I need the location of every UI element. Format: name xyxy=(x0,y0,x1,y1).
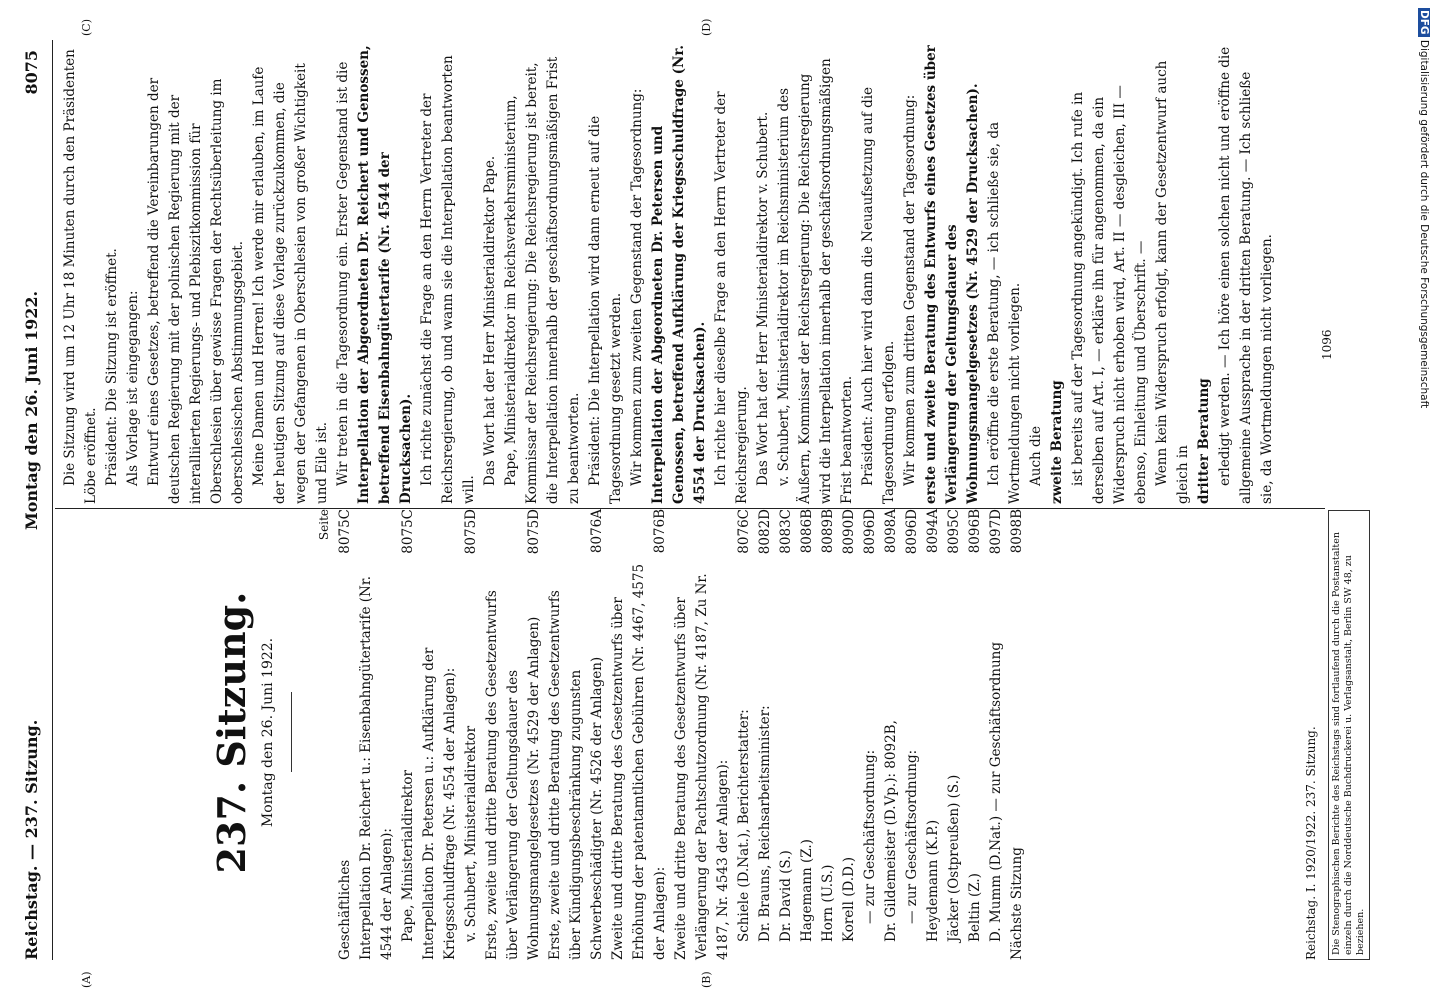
header-rule xyxy=(52,40,53,960)
body-paragraph: Ich eröffne die erste Beratung, — ich schließe sie, da Wortmeldungen nicht vorliegen. xyxy=(986,121,1023,504)
toc-entry xyxy=(944,505,965,960)
toc-entry-text: Interpellation Dr. Petersen u.: Aufklärung der Kriegsschuldfrage (Nr. 4554 der Anlagen): xyxy=(421,647,458,960)
toc-entry-text: Dr. Gildemeister (D.Vp.): 8092B, xyxy=(883,720,899,942)
toc-entry-page: 8095C xyxy=(946,509,962,554)
body-paragraph: dritter Beratung xyxy=(1196,378,1212,504)
toc-entry xyxy=(398,505,419,960)
body-paragraph: Meine Damen und Herren! Ich werde mir erlauben, im Laufe der heutigen Sitzung auf diese Vorlage zurückzukommen, die wegen der Gefangenen in Oberschlesien von großer Wichtigkeit und Eile ist. xyxy=(251,63,330,504)
toc-entry-text: Erste, zweite und dritte Beratung des Gesetzentwurfs über Kündigungsbeschränkung zugunsten Schwerbeschädigter (Nr. 4526 der Anlagen) xyxy=(547,590,605,960)
body-paragraph: Auch die xyxy=(1028,426,1044,486)
toc-entry-text: Dr. David (S.) xyxy=(778,850,794,942)
body-paragraph: Wir kommen zum zweiten Gegenstand der Tagesordnung: xyxy=(629,88,645,486)
toc-entry-text: Zweite und dritte Beratung des Gesetzentwurfs über Erhöhung der patentamtlichen Gebühren (Nr. 4467, 4575 der Anlagen): xyxy=(610,563,668,960)
body-paragraph: Wenn kein Widerspruch erfolgt, kann der Gesetzentwurf auch gleich in xyxy=(1154,60,1191,504)
toc-entry-page: 8089B xyxy=(820,509,836,554)
body-paragraph: Als Vorlage ist eingegangen: xyxy=(125,290,141,486)
toc-entry-page: 8096B xyxy=(967,509,983,554)
toc-entry-page: 8094A xyxy=(925,509,941,554)
toc-entry xyxy=(839,505,860,960)
toc-entry xyxy=(1007,505,1028,960)
toc-entry-page: 8075C xyxy=(400,509,416,554)
body-paragraph: erledigt werden. — Ich höre einen solchen nicht und eröffne die allgemeine Aussprache in der dritten Beratung. — Ich schließe sie, da Wortmeldungen nicht vorliegen. xyxy=(1217,46,1275,504)
toc-entry-page: 8082D xyxy=(757,509,773,555)
toc-entry xyxy=(776,505,797,960)
toc-entry xyxy=(734,505,755,960)
toc-entry-page: 8076C xyxy=(736,509,752,554)
margin-mark-b: (B) xyxy=(700,971,713,988)
body-paragraph: Die Sitzung wird um 12 Uhr 18 Minuten durch den Präsidenten Löbe eröffnet. xyxy=(62,49,99,504)
toc-entry xyxy=(860,505,881,960)
toc-entry-page: 8090D xyxy=(841,509,857,555)
body-paragraph: Entwurf eines Gesetzes, betreffend die Vereinbarungen der deutschen Regierung mit der polnischen Regierung mit der interalliierten Regierungs- und Plebiszitkommission für Oberschlesien über gewisse Fragen der Rechtsüberleitung im oberschlesischen Abstimmungsgebiet. xyxy=(146,77,246,504)
toc-entry-page: 8075D xyxy=(526,509,542,555)
toc-entry xyxy=(356,505,398,960)
sheet-number: 1096 xyxy=(1320,329,1334,360)
toc-entry-page: 8076B xyxy=(652,509,668,554)
toc-entry xyxy=(881,505,902,960)
toc-entry-page: 8097D xyxy=(988,509,1004,555)
seite-label: Seite xyxy=(317,509,331,541)
footer-line: Reichstag. I. 1920/1922. 237. Sitzung. xyxy=(1304,726,1318,960)
body-paragraph: ist bereits auf der Tagesordnung angekündigt. Ich rufe in derselben auf Art. I, — erkläre ihn für angenommen, da ein Widerspruch nicht erhoben wird, Art. II — desgleichen, III — ebenso, Einleitung und Überschrift. — xyxy=(1070,85,1149,504)
left-column xyxy=(60,505,1360,960)
toc-entry-text: Nächste Sitzung xyxy=(1009,847,1025,960)
toc-entry-page: 8096D xyxy=(904,509,920,555)
session-date: Montag den 26. Juni 1922. xyxy=(260,637,276,828)
body-paragraph: Ich richte zunächst die Frage an den Herrn Vertreter der Reichsregierung, ob und wann sie die Interpellation beantworten will. xyxy=(419,55,477,504)
toc-entry xyxy=(482,505,545,960)
toc-entry-text: D. Mumm (D.Nat.) — zur Geschäftsordnung xyxy=(988,641,1004,942)
dfg-note: Digitalisierung gefördert durch die Deutsche Forschungsgemeinschaft xyxy=(1418,39,1430,409)
body-paragraph: Interpellation der Abgeordneten Dr. Petersen und Genossen, betreffend Aufklärung der Kriegsschuldfrage (Nr. 4554 der Drucksachen). xyxy=(650,45,708,504)
header-page-number: 8075 xyxy=(22,50,41,95)
table-of-contents xyxy=(335,505,1028,960)
toc-entry-text: — zur Geschäftsordnung: xyxy=(862,749,878,924)
toc-entry-page: 8075C xyxy=(337,509,353,554)
toc-entry xyxy=(335,505,356,960)
short-rule xyxy=(291,693,292,773)
toc-entry xyxy=(608,505,671,960)
toc-entry-text: Korell (D.D.) xyxy=(841,856,857,942)
body-paragraph: zweite Beratung xyxy=(1049,380,1065,504)
right-column xyxy=(60,44,1360,504)
footer-note: Die Stenographischen Berichte des Reichstags sind fortlaufend durch die Postanstalten einzeln durch die Norddeutsche Buchdruckerei u. Verlagsanstalt, Berlin SW 48, zu beziehen. xyxy=(1328,510,1370,960)
dfg-sidebar xyxy=(1418,8,1432,988)
toc-entry xyxy=(818,505,839,960)
body-paragraph: Wir treten in die Tagesordnung ein. Erster Gegenstand ist die xyxy=(335,61,351,486)
toc-entry-text: Horn (U.S.) xyxy=(820,864,836,942)
body-paragraph: Das Wort hat der Herr Ministerialdirektor v. Schubert. xyxy=(755,111,771,486)
toc-entry xyxy=(797,505,818,960)
toc-entry-text: Jäcker (Ostpreußen) (S.) xyxy=(946,774,962,942)
running-header xyxy=(22,40,48,960)
toc-entry-text: Beltin (Z.) xyxy=(967,873,983,942)
toc-entry xyxy=(902,505,923,960)
toc-entry xyxy=(986,505,1007,960)
body-paragraph: Pape, Ministerialdirektor im Reichsverkehrsministerium, Kommissar der Reichsregierung: Die Reichsregierung ist bereit, die Interpellation innerhalb der geschäftsordnungsmäßigen Frist zu beantworten. xyxy=(503,56,582,504)
toc-entry xyxy=(923,505,944,960)
toc-entry xyxy=(461,505,482,960)
toc-entry-text: Hagemann (Z.) xyxy=(799,839,815,942)
toc-entry-text: v. Schubert, Ministerialdirektor xyxy=(463,725,479,942)
toc-entry-page: 8096D xyxy=(862,509,878,555)
rotated-page-content xyxy=(0,18,1400,988)
toc-entry-text: Zweite und dritte Beratung des Gesetzentwurfs über Verlängerung der Pachtschutzordnung (Nr. 4187, Zu Nr. 4187, Nr. 4543 der Anlagen): xyxy=(673,573,731,960)
dfg-logo: DFG xyxy=(1418,10,1430,35)
body-paragraph: Präsident: Die Sitzung ist eröffnet. xyxy=(104,248,120,486)
toc-entry-page: 8083C xyxy=(778,509,794,554)
session-title: 237. Sitzung. xyxy=(209,591,254,874)
body-paragraph: v. Schubert, Ministerialdirektor im Reichsministerium des Äußern, Kommissar der Reichsregierung: Die Reichsregierung wird die Interpellation innerhalb der geschäftsordnungsmäßigen Frist beantworten. xyxy=(776,58,855,504)
body-paragraph: Interpellation der Abgeordneten Dr. Reichert und Genossen, betreffend Eisenbahngütertarife (Nr. 4544 der Drucksachen). xyxy=(356,45,414,504)
body-paragraph: Präsident: Die Interpellation wird dann erneut auf die Tagesordnung gesetzt werden. xyxy=(587,115,624,504)
margin-mark-a: (A) xyxy=(80,971,93,988)
toc-entry-text: Interpellation Dr. Reichert u.: Eisenbahngütertarife (Nr. 4544 der Anlagen): xyxy=(358,575,395,960)
toc-entry-page: 8086B xyxy=(799,509,815,554)
body-paragraph: Ich richte hier dieselbe Frage an den Herrn Vertreter der Reichsregierung. xyxy=(713,91,750,504)
body-paragraph: erste und zweite Beratung des Entwurfs eines Gesetzes über Verlängerung der Geltungsdauer des Wohnungsmangelgesetzes (Nr. 4529 der Drucksachen). xyxy=(923,45,981,504)
body-paragraph: Präsident: Auch hier wird dann die Neuaufsetzung auf die Tagesordnung erfolgen. xyxy=(860,86,897,504)
margin-mark-c: (C) xyxy=(80,19,93,36)
toc-entry xyxy=(965,505,986,960)
toc-entry-page: 8075D xyxy=(463,509,479,555)
body-paragraph: Wir kommen zum dritten Gegenstand der Tagesordnung: xyxy=(902,94,918,486)
toc-entry-text: Schiele (D.Nat.), Berichterstatter: xyxy=(736,709,752,942)
toc-entry xyxy=(545,505,608,960)
toc-entry-text: Pape, Ministerialdirektor xyxy=(400,770,416,942)
toc-entry-page: 8098B xyxy=(1009,509,1025,554)
toc-entry-page: 8098A xyxy=(883,509,899,554)
toc-entry-text: Heydemann (K.P.) xyxy=(925,819,941,942)
margin-mark-d: (D) xyxy=(700,18,713,36)
toc-entry-text: Geschäftliches xyxy=(337,859,353,960)
toc-entry-text: Dr. Brauns, Reichsarbeitsminister: xyxy=(757,705,773,942)
header-left: Reichstag. — 237. Sitzung. xyxy=(22,719,41,960)
toc-entry xyxy=(419,505,461,960)
header-middle: Montag den 26. Juni 1922. xyxy=(22,290,41,530)
toc-entry-page: 8076A xyxy=(589,509,605,554)
toc-entry xyxy=(755,505,776,960)
toc-entry-text: Erste, zweite und dritte Beratung des Gesetzentwurfs über Verlängerung der Geltungsdauer des Wohnungsmangelgesetzes (Nr. 4529 der Anlagen) xyxy=(484,590,542,960)
toc-entry xyxy=(671,505,734,960)
toc-entry-text: — zur Geschäftsordnung: xyxy=(904,749,920,924)
body-paragraph: Das Wort hat der Herr Ministerialdirektor Pape. xyxy=(482,155,498,486)
